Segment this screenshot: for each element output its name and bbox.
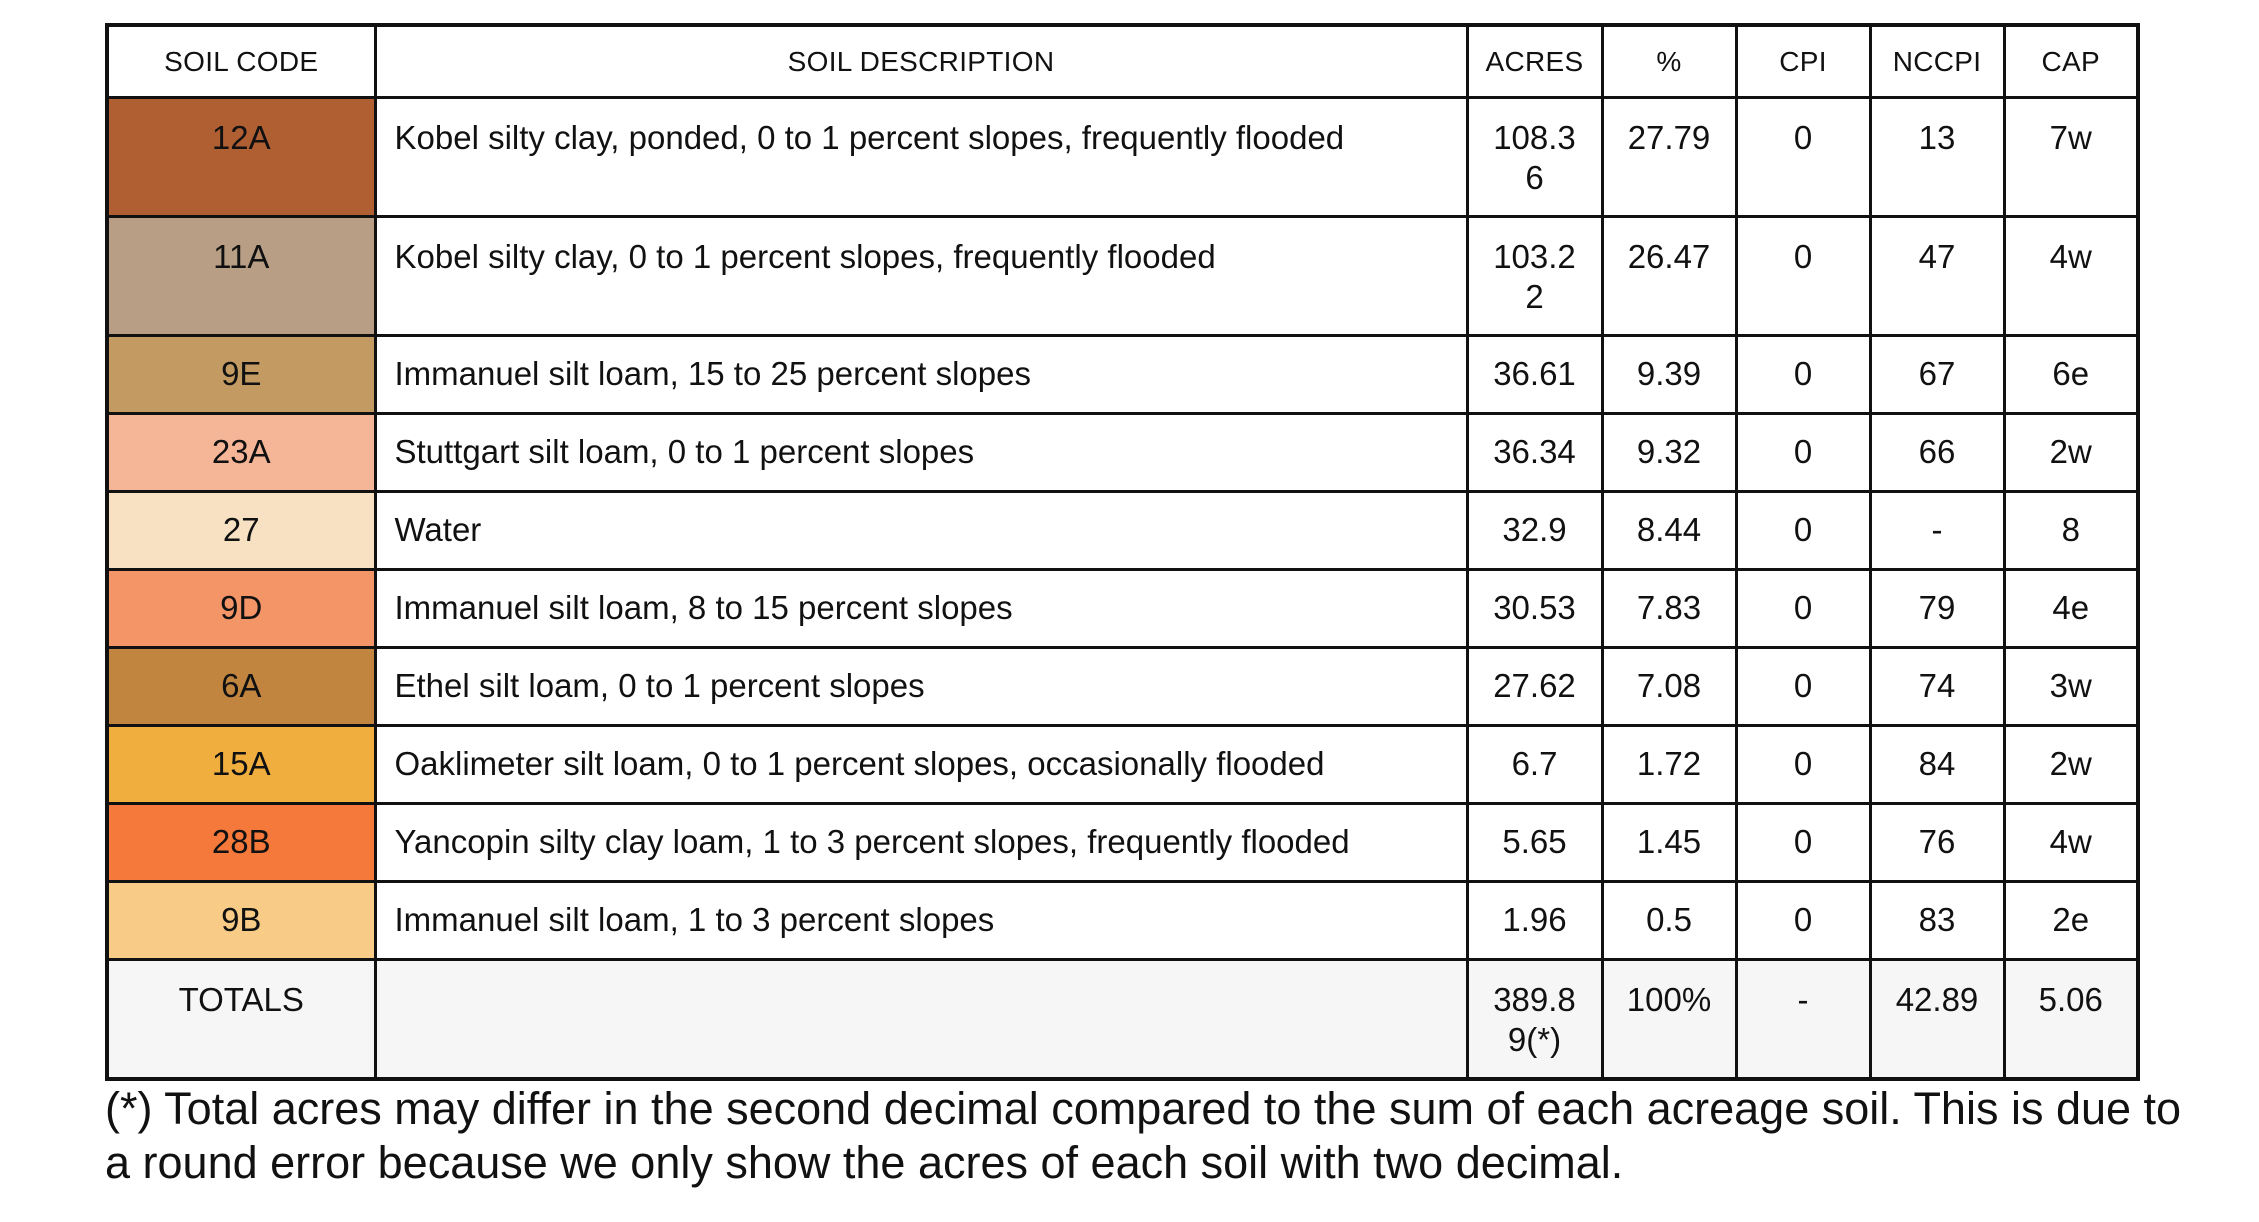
percent-cell: 1.45 bbox=[1602, 804, 1736, 882]
percent-cell: 27.79 bbox=[1602, 98, 1736, 217]
table-row bbox=[107, 336, 2138, 414]
cap-cell: 2e bbox=[2004, 882, 2138, 960]
cpi-cell: 0 bbox=[1736, 217, 1870, 336]
table-row bbox=[107, 804, 2138, 882]
footnote: (*) Total acres may differ in the second decimal compared to the sum of each acreage soil. This is due to a round error because we only show the acres of each soil with two decimal. bbox=[105, 1083, 2182, 1188]
acres-cell: 1.96 bbox=[1467, 882, 1602, 960]
soil-description-cell: Yancopin silty clay loam, 1 to 3 percent slopes, frequently flooded bbox=[375, 804, 1467, 882]
percent-cell: 8.44 bbox=[1602, 492, 1736, 570]
totals-row bbox=[107, 960, 2138, 1080]
totals-description-cell bbox=[375, 960, 1467, 1080]
acres-cell: 103.22 bbox=[1467, 217, 1602, 336]
soil-code-cell: 28B bbox=[107, 804, 375, 882]
cap-cell: 4w bbox=[2004, 804, 2138, 882]
acres-cell: 30.53 bbox=[1467, 570, 1602, 648]
table-row bbox=[107, 492, 2138, 570]
percent-cell: 1.72 bbox=[1602, 726, 1736, 804]
acres-cell: 108.36 bbox=[1467, 98, 1602, 217]
percent-cell: 9.32 bbox=[1602, 414, 1736, 492]
cap-cell: 2w bbox=[2004, 726, 2138, 804]
cap-cell: 8 bbox=[2004, 492, 2138, 570]
totals-cpi: - bbox=[1736, 960, 1870, 1080]
percent-cell: 0.5 bbox=[1602, 882, 1736, 960]
cpi-cell: 0 bbox=[1736, 414, 1870, 492]
table-row bbox=[107, 217, 2138, 336]
soil-code-cell: 15A bbox=[107, 726, 375, 804]
header-percent: % bbox=[1602, 25, 1736, 98]
table-row bbox=[107, 648, 2138, 726]
nccpi-cell: 67 bbox=[1870, 336, 2004, 414]
soil-code-cell: 9B bbox=[107, 882, 375, 960]
percent-cell: 26.47 bbox=[1602, 217, 1736, 336]
table-row bbox=[107, 726, 2138, 804]
cpi-cell: 0 bbox=[1736, 882, 1870, 960]
cpi-cell: 0 bbox=[1736, 726, 1870, 804]
soil-description-cell: Kobel silty clay, 0 to 1 percent slopes, frequently flooded bbox=[375, 217, 1467, 336]
cap-cell: 4e bbox=[2004, 570, 2138, 648]
acres-cell: 5.65 bbox=[1467, 804, 1602, 882]
soil-code-cell: 23A bbox=[107, 414, 375, 492]
acres-cell: 36.34 bbox=[1467, 414, 1602, 492]
header-cap: CAP bbox=[2004, 25, 2138, 98]
soil-code-cell: 9D bbox=[107, 570, 375, 648]
acres-cell: 32.9 bbox=[1467, 492, 1602, 570]
soil-description-cell: Kobel silty clay, ponded, 0 to 1 percent slopes, frequently flooded bbox=[375, 98, 1467, 217]
header-nccpi: NCCPI bbox=[1870, 25, 2004, 98]
soil-description-cell: Immanuel silt loam, 15 to 25 percent slopes bbox=[375, 336, 1467, 414]
cpi-cell: 0 bbox=[1736, 492, 1870, 570]
nccpi-cell: - bbox=[1870, 492, 2004, 570]
totals-percent: 100% bbox=[1602, 960, 1736, 1080]
percent-cell: 7.08 bbox=[1602, 648, 1736, 726]
table-row bbox=[107, 414, 2138, 492]
nccpi-cell: 47 bbox=[1870, 217, 2004, 336]
header-cpi: CPI bbox=[1736, 25, 1870, 98]
soil-code-cell: 11A bbox=[107, 217, 375, 336]
nccpi-cell: 84 bbox=[1870, 726, 2004, 804]
soil-description-cell: Oaklimeter silt loam, 0 to 1 percent slopes, occasionally flooded bbox=[375, 726, 1467, 804]
soil-description-cell: Water bbox=[375, 492, 1467, 570]
cpi-cell: 0 bbox=[1736, 804, 1870, 882]
soil-description-cell: Immanuel silt loam, 8 to 15 percent slopes bbox=[375, 570, 1467, 648]
soil-code-cell: 9E bbox=[107, 336, 375, 414]
cap-cell: 2w bbox=[2004, 414, 2138, 492]
totals-acres: 389.89(*) bbox=[1467, 960, 1602, 1080]
table-row bbox=[107, 882, 2138, 960]
cpi-cell: 0 bbox=[1736, 648, 1870, 726]
cpi-cell: 0 bbox=[1736, 336, 1870, 414]
totals-nccpi: 42.89 bbox=[1870, 960, 2004, 1080]
table-row bbox=[107, 98, 2138, 217]
soil-table bbox=[105, 23, 2140, 1081]
cpi-cell: 0 bbox=[1736, 570, 1870, 648]
header-acres: ACRES bbox=[1467, 25, 1602, 98]
header-soil-code: SOIL CODE bbox=[107, 25, 375, 98]
totals-cap: 5.06 bbox=[2004, 960, 2138, 1080]
header-row bbox=[107, 25, 2138, 98]
acres-cell: 36.61 bbox=[1467, 336, 1602, 414]
cpi-cell: 0 bbox=[1736, 98, 1870, 217]
acres-cell: 27.62 bbox=[1467, 648, 1602, 726]
cap-cell: 7w bbox=[2004, 98, 2138, 217]
percent-cell: 9.39 bbox=[1602, 336, 1736, 414]
soil-description-cell: Immanuel silt loam, 1 to 3 percent slopes bbox=[375, 882, 1467, 960]
header-soil-description: SOIL DESCRIPTION bbox=[375, 25, 1467, 98]
soil-code-cell: 27 bbox=[107, 492, 375, 570]
soil-code-cell: 12A bbox=[107, 98, 375, 217]
cap-cell: 4w bbox=[2004, 217, 2138, 336]
acres-cell: 6.7 bbox=[1467, 726, 1602, 804]
nccpi-cell: 13 bbox=[1870, 98, 2004, 217]
nccpi-cell: 76 bbox=[1870, 804, 2004, 882]
nccpi-cell: 66 bbox=[1870, 414, 2004, 492]
cap-cell: 3w bbox=[2004, 648, 2138, 726]
nccpi-cell: 79 bbox=[1870, 570, 2004, 648]
percent-cell: 7.83 bbox=[1602, 570, 1736, 648]
cap-cell: 6e bbox=[2004, 336, 2138, 414]
soil-description-cell: Stuttgart silt loam, 0 to 1 percent slopes bbox=[375, 414, 1467, 492]
soil-description-cell: Ethel silt loam, 0 to 1 percent slopes bbox=[375, 648, 1467, 726]
nccpi-cell: 83 bbox=[1870, 882, 2004, 960]
nccpi-cell: 74 bbox=[1870, 648, 2004, 726]
table-row bbox=[107, 570, 2138, 648]
soil-code-cell: 6A bbox=[107, 648, 375, 726]
totals-label: TOTALS bbox=[107, 960, 375, 1080]
